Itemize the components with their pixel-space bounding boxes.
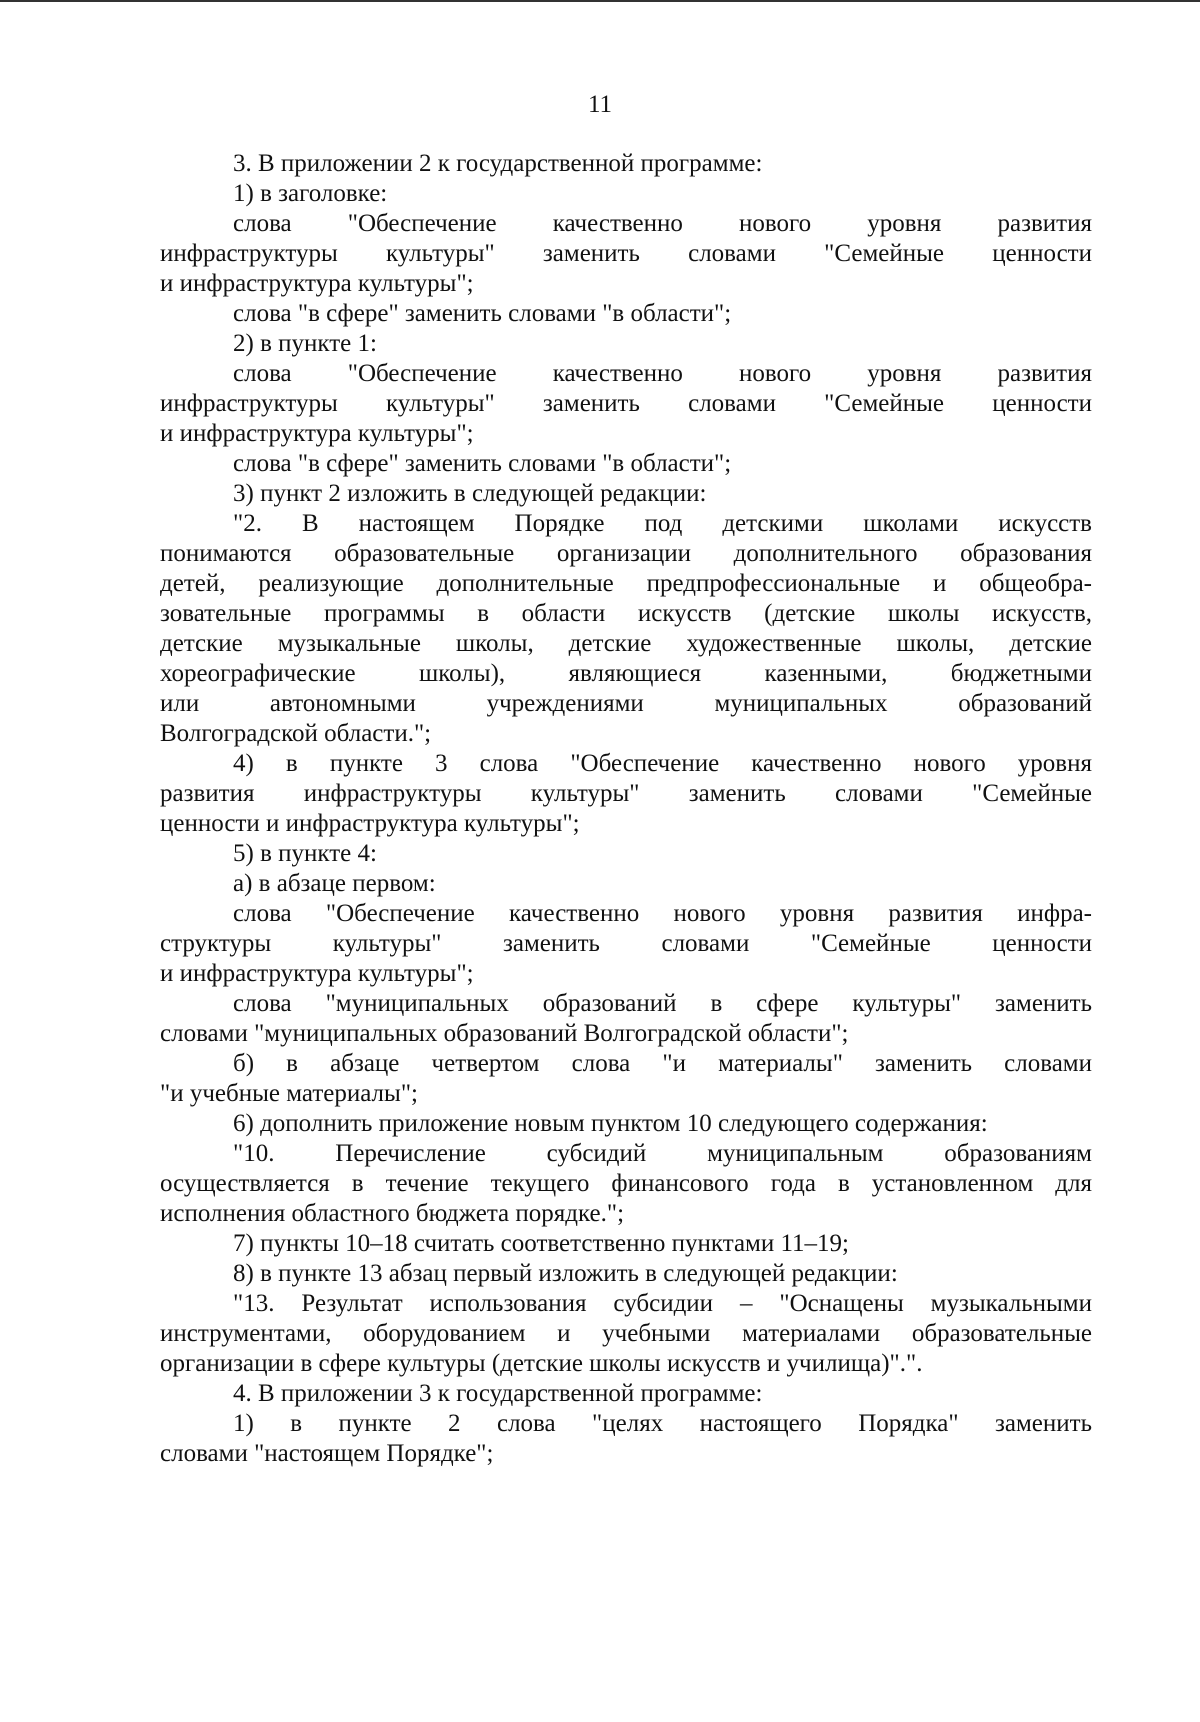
paragraph [160, 989, 1092, 1049]
text-line: слова "муниципальных образований в сфере культуры" заменить [233, 990, 1092, 1017]
paragraph [160, 1289, 1092, 1379]
text-line: и инфраструктура культуры"; [160, 270, 474, 297]
paragraph [160, 1409, 1092, 1469]
text-line: 1) в пункте 2 слова "целях настоящего Порядка" заменить [233, 1410, 1092, 1437]
paragraph [160, 869, 1092, 899]
text-line: 3. В приложении 2 к государственной программе: [233, 150, 763, 177]
text-line: организации в сфере культуры (детские школы искусств и училища)".". [160, 1350, 923, 1377]
text-line: 6) дополнить приложение новым пунктом 10 следующего содержания: [233, 1110, 988, 1137]
text-line: 3) пункт 2 изложить в следующей редакции: [233, 480, 707, 507]
text-line: словами "настоящем Порядке"; [160, 1440, 494, 1467]
paragraph [160, 329, 1092, 359]
text-line: словами "муниципальных образований Волгоградской области"; [160, 1020, 849, 1047]
text-line: хореографические школы), являющиеся казенными, бюджетными [160, 660, 1092, 687]
text-line: 7) пункты 10–18 считать соответственно пунктами 11–19; [233, 1230, 850, 1257]
document-body [160, 149, 1092, 1469]
text-line: 4) в пункте 3 слова "Обеспечение качественно нового уровня [233, 750, 1092, 777]
text-line: 2) в пункте 1: [233, 330, 377, 357]
text-line: Волгоградской области."; [160, 720, 432, 747]
text-line: зовательные программы в области искусств (детские школы искусств, [160, 600, 1092, 627]
text-line: 8) в пункте 13 абзац первый изложить в следующей редакции: [233, 1260, 898, 1287]
text-line: 5) в пункте 4: [233, 840, 377, 867]
page-top-edge [0, 0, 1200, 2]
text-line: осуществляется в течение текущего финансового года в установленном для [160, 1170, 1092, 1197]
text-line: инфраструктуры культуры" заменить словами "Семейные ценности [160, 240, 1092, 267]
paragraph [160, 509, 1092, 749]
text-line: ценности и инфраструктура культуры"; [160, 810, 580, 837]
text-line: слова "Обеспечение качественно нового уровня развития инфра- [233, 900, 1092, 927]
paragraph [160, 479, 1092, 509]
paragraph [160, 149, 1092, 179]
text-line: "10. Перечисление субсидий муниципальным образованиям [233, 1140, 1092, 1167]
text-line: 1) в заголовке: [233, 180, 388, 207]
paragraph [160, 449, 1092, 479]
text-line: структуры культуры" заменить словами "Семейные ценности [160, 930, 1092, 957]
paragraph [160, 359, 1092, 449]
text-line: и инфраструктура культуры"; [160, 960, 474, 987]
paragraph [160, 1229, 1092, 1259]
text-line: инфраструктуры культуры" заменить словами "Семейные ценности [160, 390, 1092, 417]
paragraph [160, 1259, 1092, 1289]
paragraph [160, 749, 1092, 839]
text-line: слова "Обеспечение качественно нового уровня развития [233, 210, 1092, 237]
text-line: и инфраструктура культуры"; [160, 420, 474, 447]
text-line: детские музыкальные школы, детские художественные школы, детские [160, 630, 1092, 657]
paragraph [160, 209, 1092, 299]
text-line: "и учебные материалы"; [160, 1080, 418, 1107]
text-line: исполнения областного бюджета порядке."; [160, 1200, 625, 1227]
paragraph [160, 839, 1092, 869]
text-line: развития инфраструктуры культуры" заменить словами "Семейные [160, 780, 1092, 807]
text-line: инструментами, оборудованием и учебными материалами образовательные [160, 1320, 1092, 1347]
text-line: 4. В приложении 3 к государственной программе: [233, 1380, 763, 1407]
paragraph [160, 1109, 1092, 1139]
text-line: б) в абзаце четвертом слова "и материалы" заменить словами [233, 1050, 1092, 1077]
text-line: понимаются образовательные организации дополнительного образования [160, 540, 1092, 567]
text-line: слова "в сфере" заменить словами "в области"; [233, 450, 732, 477]
text-line: а) в абзаце первом: [233, 870, 436, 897]
paragraph [160, 299, 1092, 329]
paragraph [160, 1139, 1092, 1229]
paragraph [160, 1379, 1092, 1409]
text-line: детей, реализующие дополнительные предпрофессиональные и общеобра- [160, 570, 1092, 597]
text-line: "13. Результат использования субсидии – "Оснащены музыкальными [233, 1290, 1092, 1317]
text-line: "2. В настоящем Порядке под детскими школами искусств [233, 510, 1092, 537]
paragraph [160, 179, 1092, 209]
text-line: слова "в сфере" заменить словами "в области"; [233, 300, 732, 327]
page-number: 11 [587, 91, 613, 118]
paragraph [160, 1049, 1092, 1109]
text-line: слова "Обеспечение качественно нового уровня развития [233, 360, 1092, 387]
paragraph [160, 899, 1092, 989]
text-line: или автономными учреждениями муниципальных образований [160, 690, 1092, 717]
